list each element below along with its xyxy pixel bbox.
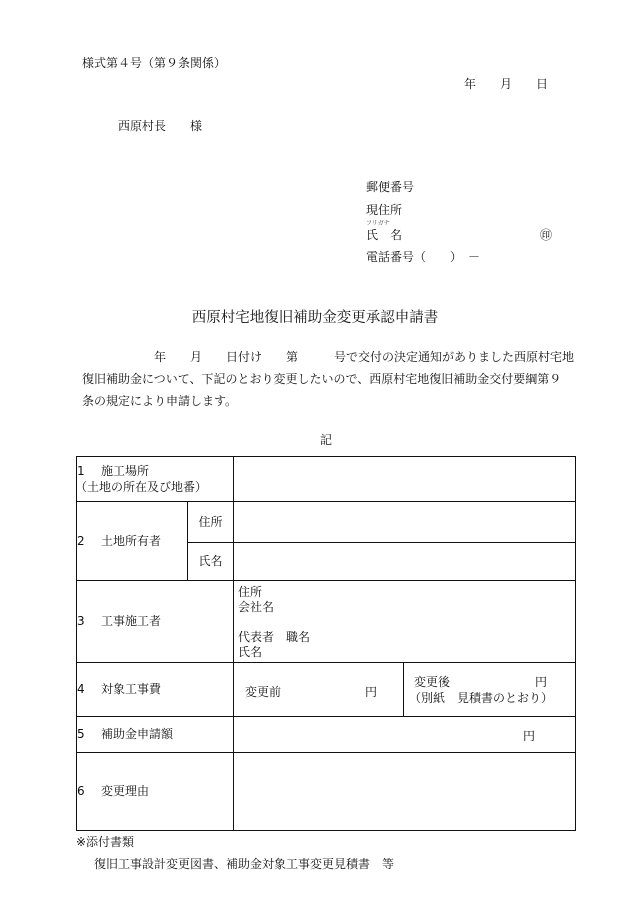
change-reason-label: 変更理由	[101, 784, 150, 799]
contractor-address-label: 住所	[238, 585, 263, 599]
date-line: 年 月 日	[464, 77, 549, 91]
construction-site-sublabel: （土地の所在及び地番）	[75, 480, 208, 494]
contractor-representative-label: 代表者 職名	[238, 630, 311, 644]
body-line-3: 条の規定により申請します。	[82, 394, 238, 408]
table-row	[77, 581, 576, 663]
table-row	[77, 753, 576, 831]
table-row	[77, 457, 576, 502]
phone-label: 電話番号（ ） －	[366, 250, 481, 264]
contractor-company-label: 会社名	[238, 600, 275, 614]
row-number: 6	[77, 784, 85, 799]
row-number: 1	[77, 463, 85, 478]
construction-site-field[interactable]	[234, 457, 576, 502]
table-row	[77, 717, 576, 753]
construction-cost-label: 対象工事費	[101, 682, 162, 697]
cost-before-label: 変更前	[245, 685, 282, 699]
row-number: 3	[77, 614, 85, 629]
construction-site-label-cell	[77, 457, 234, 502]
table-row	[77, 502, 576, 543]
construction-cost-label-cell	[77, 663, 234, 717]
subsidy-amount-yen: 円	[523, 729, 536, 743]
furigana-label: フリガナ	[366, 220, 390, 227]
subsidy-amount-label: 補助金申請額	[101, 727, 174, 742]
seal-icon: ㊞	[540, 228, 553, 242]
body-line-2: 復旧補助金について、下記のとおり変更したいので、西原村宅地復旧補助金交付要綱第９	[82, 372, 562, 386]
cost-after-yen: 円	[535, 675, 548, 689]
ki-mark: 記	[320, 433, 333, 447]
landowner-label: 土地所有者	[101, 533, 162, 548]
row-number: 5	[77, 727, 85, 742]
subsidy-amount-field[interactable]	[234, 717, 576, 753]
application-table	[76, 456, 576, 831]
landowner-address-field[interactable]	[234, 502, 576, 543]
landowner-address-label: 住所	[188, 502, 234, 543]
table-row	[77, 663, 576, 717]
contractor-field[interactable]	[234, 581, 576, 663]
addressee: 西原村長 様	[118, 119, 203, 133]
subsidy-amount-label-cell	[77, 717, 234, 753]
form-number: 様式第４号（第９条関係）	[82, 56, 227, 70]
landowner-label-cell	[77, 502, 188, 581]
cost-after-label: 変更後	[414, 675, 451, 689]
landowner-name-field[interactable]	[234, 543, 576, 581]
contractor-label-cell	[77, 581, 234, 663]
body-line-1: 年 月 日付け 第 号で交付の決定通知がありました西原村宅地	[154, 350, 575, 364]
attachments-items: 復旧工事設計変更図書、補助金対象工事変更見積書 等	[94, 857, 395, 871]
name-label: 氏 名	[366, 228, 403, 242]
contractor-name-label: 氏名	[238, 645, 263, 659]
cost-after-note: （別紙 見積書のとおり）	[409, 691, 554, 705]
row-number: 4	[77, 682, 85, 697]
landowner-name-label: 氏名	[188, 543, 234, 581]
change-reason-field[interactable]	[234, 753, 576, 831]
document-title: 西原村宅地復旧補助金変更承認申請書	[191, 310, 439, 326]
cost-before-yen: 円	[365, 685, 378, 699]
construction-site-label: 施工場所	[101, 463, 150, 478]
attachments-heading: ※添付書類	[76, 835, 135, 849]
cost-before-field[interactable]	[234, 663, 404, 717]
cost-after-field[interactable]	[404, 663, 576, 717]
change-reason-label-cell	[77, 753, 234, 831]
contractor-label: 工事施工者	[101, 614, 162, 629]
postal-code-label: 郵便番号	[366, 180, 415, 194]
row-number: 2	[77, 533, 85, 548]
address-label: 現住所	[366, 203, 403, 217]
